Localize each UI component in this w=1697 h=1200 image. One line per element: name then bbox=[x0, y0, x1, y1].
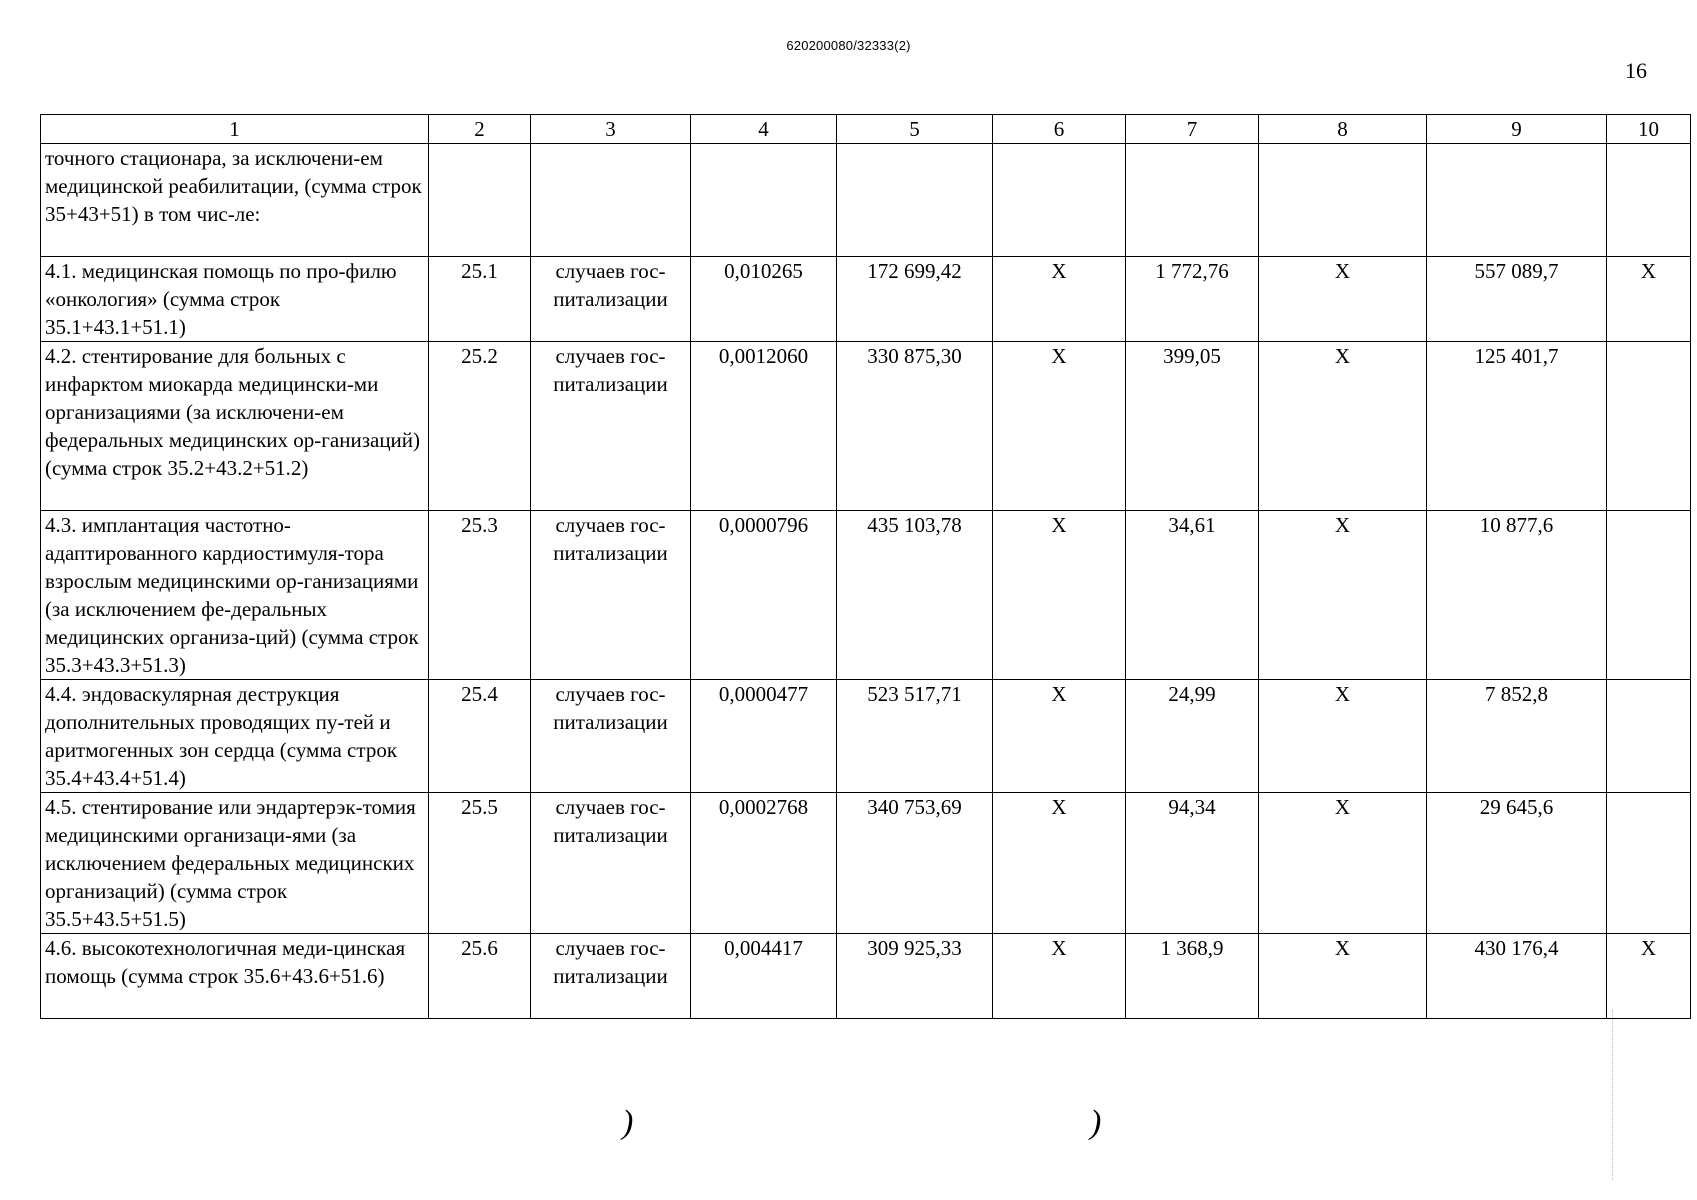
table-cell-c4 bbox=[691, 144, 837, 257]
table-cell-c6 bbox=[993, 144, 1126, 257]
table-cell-c7: 34,61 bbox=[1126, 511, 1259, 680]
table-cell-c7: 1 772,76 bbox=[1126, 257, 1259, 342]
table-row bbox=[41, 511, 1691, 680]
table-cell-c4: 0,0000477 bbox=[691, 680, 837, 793]
table-cell-c6: X bbox=[993, 511, 1126, 680]
table-cell-c10 bbox=[1607, 511, 1691, 680]
table-cell-c1: 4.2. стентирование для больных с инфарктом миокарда медицински-ми организациями (за исключени-ем федеральных медицинских ор-ганизаций) (сумма строк 35.2+43.2+51.2) bbox=[41, 342, 429, 511]
table-cell-c3: случаев гос-питализации bbox=[531, 342, 691, 511]
table-cell-c9: 10 877,6 bbox=[1427, 511, 1607, 680]
page-number: 16 bbox=[1625, 58, 1647, 83]
table-cell-c3: случаев гос-питализации bbox=[531, 257, 691, 342]
table-cell-c8: X bbox=[1259, 257, 1427, 342]
table-cell-c10 bbox=[1607, 144, 1691, 257]
table-cell-c9: 125 401,7 bbox=[1427, 342, 1607, 511]
table-cell-c6: X bbox=[993, 934, 1126, 1019]
table-cell-c5: 340 753,69 bbox=[837, 793, 993, 934]
table-cell-c3: случаев гос-питализации bbox=[531, 511, 691, 680]
table-row bbox=[41, 144, 1691, 257]
data-table bbox=[40, 114, 1691, 1019]
table-cell-c8: X bbox=[1259, 934, 1427, 1019]
table-cell-c8: X bbox=[1259, 511, 1427, 680]
table-cell-c3 bbox=[531, 144, 691, 257]
table-cell-c1: 4.1. медицинская помощь по про-филю «онкология» (сумма строк 35.1+43.1+51.1) bbox=[41, 257, 429, 342]
table-cell-c8 bbox=[1259, 144, 1427, 257]
table-row bbox=[41, 257, 1691, 342]
table-cell-c5: 330 875,30 bbox=[837, 342, 993, 511]
column-header: 7 bbox=[1126, 115, 1259, 144]
column-header: 2 bbox=[429, 115, 531, 144]
table-cell-c9: 29 645,6 bbox=[1427, 793, 1607, 934]
column-header: 9 bbox=[1427, 115, 1607, 144]
table-cell-c6: X bbox=[993, 342, 1126, 511]
table-cell-c3: случаев гос-питализации bbox=[531, 793, 691, 934]
table-cell-c2: 25.3 bbox=[429, 511, 531, 680]
table-cell-c1: точного стационара, за исключени-ем медицинской реабилитации, (сумма строк 35+43+51) в том чис-ле: bbox=[41, 144, 429, 257]
table-cell-c5: 172 699,42 bbox=[837, 257, 993, 342]
column-header: 4 bbox=[691, 115, 837, 144]
table-cell-c10: X bbox=[1607, 257, 1691, 342]
table-cell-c10 bbox=[1607, 680, 1691, 793]
table-cell-c9: 557 089,7 bbox=[1427, 257, 1607, 342]
column-header: 3 bbox=[531, 115, 691, 144]
table-header-row bbox=[41, 115, 1691, 144]
table-cell-c10 bbox=[1607, 793, 1691, 934]
column-header: 8 bbox=[1259, 115, 1427, 144]
table-cell-c6: X bbox=[993, 680, 1126, 793]
table-cell-c5: 309 925,33 bbox=[837, 934, 993, 1019]
table-cell-c2: 25.6 bbox=[429, 934, 531, 1019]
table-cell-c4: 0,0012060 bbox=[691, 342, 837, 511]
table-cell-c2: 25.5 bbox=[429, 793, 531, 934]
table-cell-c8: X bbox=[1259, 342, 1427, 511]
table-row bbox=[41, 342, 1691, 511]
table-cell-c7: 94,34 bbox=[1126, 793, 1259, 934]
table-cell-c9: 430 176,4 bbox=[1427, 934, 1607, 1019]
column-header: 5 bbox=[837, 115, 993, 144]
table-cell-c8: X bbox=[1259, 793, 1427, 934]
table-cell-c4: 0,0000796 bbox=[691, 511, 837, 680]
handwritten-mark: ) bbox=[622, 1104, 634, 1141]
table-cell-c10: X bbox=[1607, 934, 1691, 1019]
table-cell-c1: 4.4. эндоваскулярная деструкция дополнительных проводящих пу-тей и аритмогенных зон сердца (сумма строк 35.4+43.4+51.4) bbox=[41, 680, 429, 793]
table-cell-c9: 7 852,8 bbox=[1427, 680, 1607, 793]
table-cell-c5: 523 517,71 bbox=[837, 680, 993, 793]
column-header: 6 bbox=[993, 115, 1126, 144]
table-cell-c7: 1 368,9 bbox=[1126, 934, 1259, 1019]
table-cell-c2: 25.1 bbox=[429, 257, 531, 342]
table-cell-c2 bbox=[429, 144, 531, 257]
handwritten-mark: ) bbox=[1090, 1104, 1102, 1141]
table-cell-c3: случаев гос-питализации bbox=[531, 680, 691, 793]
table-cell-c1: 4.5. стентирование или эндартерэк-томия медицинскими организаци-ями (за исключением федеральных медицинских организаций) (сумма строк 35.5+43.5+51.5) bbox=[41, 793, 429, 934]
scan-edge-artifact bbox=[1612, 1010, 1615, 1180]
table-cell-c5: 435 103,78 bbox=[837, 511, 993, 680]
table-cell-c4: 0,004417 bbox=[691, 934, 837, 1019]
table-cell-c10 bbox=[1607, 342, 1691, 511]
table-cell-c7: 24,99 bbox=[1126, 680, 1259, 793]
column-header: 1 bbox=[41, 115, 429, 144]
table-cell-c7: 399,05 bbox=[1126, 342, 1259, 511]
table-cell-c2: 25.4 bbox=[429, 680, 531, 793]
table-cell-c8: X bbox=[1259, 680, 1427, 793]
table-row bbox=[41, 934, 1691, 1019]
table-row bbox=[41, 680, 1691, 793]
table-cell-c9 bbox=[1427, 144, 1607, 257]
table-cell-c6: X bbox=[993, 793, 1126, 934]
table-cell-c2: 25.2 bbox=[429, 342, 531, 511]
table-cell-c1: 4.6. высокотехнологичная меди-цинская помощь (сумма строк 35.6+43.6+51.6) bbox=[41, 934, 429, 1019]
table-cell-c4: 0,0002768 bbox=[691, 793, 837, 934]
table-row bbox=[41, 793, 1691, 934]
table-cell-c7 bbox=[1126, 144, 1259, 257]
table-cell-c3: случаев гос-питализации bbox=[531, 934, 691, 1019]
document-code: 620200080/32333(2) bbox=[786, 38, 911, 53]
table-cell-c6: X bbox=[993, 257, 1126, 342]
table-cell-c5 bbox=[837, 144, 993, 257]
column-header: 10 bbox=[1607, 115, 1691, 144]
table-cell-c4: 0,010265 bbox=[691, 257, 837, 342]
table-cell-c1: 4.3. имплантация частотно-адаптированного кардиостимуля-тора взрослым медицинскими ор-ганизациями (за исключением фе-деральных медицинских организа-ций) (сумма строк 35.3+43.3+51.3) bbox=[41, 511, 429, 680]
